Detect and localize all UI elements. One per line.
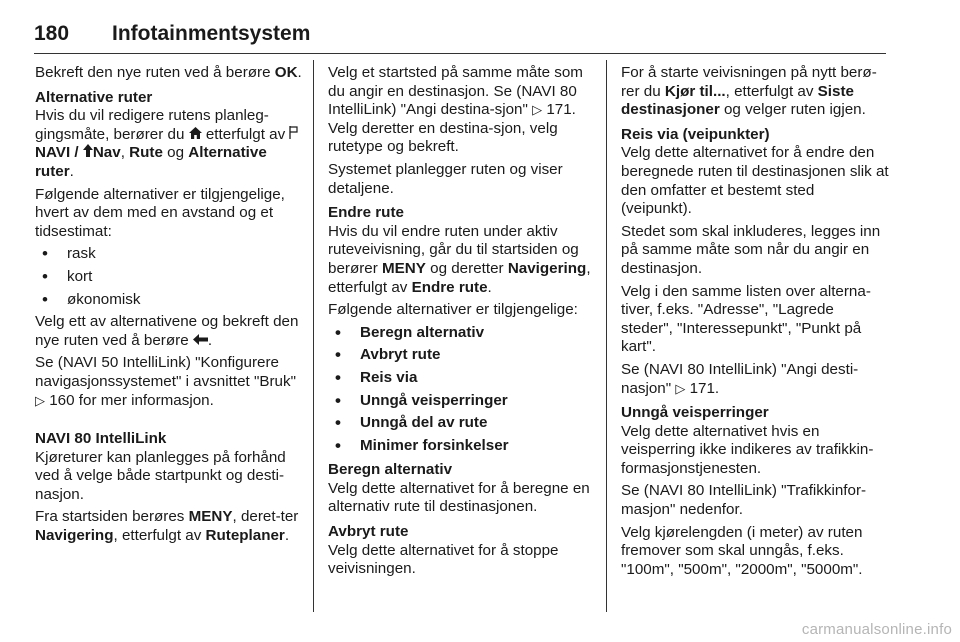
flag-icon	[289, 126, 298, 145]
page-reference-icon: ▷	[35, 392, 45, 408]
list-item: • økonomisk	[35, 291, 305, 310]
heading-endre-rute: Endre rute	[328, 204, 404, 222]
list-item: • Avbryt rute	[328, 346, 596, 365]
paragraph: Velg i den samme listen over alterna-tiver, f.eks. "Adresse", "Lagrede steder", "Interessepunkt", "Punkt på kart".	[621, 282, 871, 356]
paragraph: Bekreft den nye ruten ved å berøre OK.	[35, 64, 302, 81]
heading-reis-via: Reis via (veipunkter)	[621, 125, 770, 143]
list-item: • Minimer forsinkelser	[328, 437, 596, 456]
paragraph: Velg dette alternativet hvis en veisperring ikke indikeres av trafikkin-formasjonstjenesten.	[621, 422, 874, 477]
page-title: Infotainmentsystem	[112, 22, 311, 45]
paragraph: Stedet som skal inkluderes, legges inn på samme måte som når du angir en destinasjon.	[621, 222, 881, 277]
heading-navi80: NAVI 80 IntelliLink	[35, 430, 167, 448]
paragraph: Hvis du vil endre ruten under aktiv ruteveivisning, går du til startsiden og berører MENY og deretter Navigering, etterfulgt av Endre rute.	[328, 222, 591, 296]
paragraph: Hvis du vil redigere rutens planleg-gingsmåte, berører du etterfulgt av NAVI / Nav, Rute og Alternative ruter.	[35, 107, 305, 181]
column-1	[35, 64, 305, 550]
heading-avbryt-rute: Avbryt rute	[328, 523, 409, 541]
column-divider-2	[606, 60, 607, 612]
header-rule	[34, 53, 886, 54]
list-item: • Beregn alternativ	[328, 324, 596, 343]
page-reference-icon: ▷	[532, 102, 543, 118]
home-icon	[189, 126, 202, 145]
page-header	[34, 22, 886, 52]
back-arrow-icon	[193, 332, 208, 351]
paragraph: Velg ett av alternativene og bekreft den nye ruten ved å berøre .	[35, 313, 299, 349]
paragraph: Følgende alternativer er tilgjengelige:	[328, 301, 578, 319]
page-reference-icon: ▷	[675, 380, 686, 396]
column-3	[621, 64, 889, 583]
heading-alternative-ruter: Alternative ruter	[35, 88, 153, 106]
list-item: • Unngå veisperringer	[328, 392, 596, 411]
column-divider-1	[313, 60, 314, 612]
paragraph: Se (NAVI 50 IntelliLink) "Konfigurere navigasjonssystemet" i avsnittet "Bruk" ▷ 160 for mer informasjon.	[35, 354, 296, 409]
paragraph: Systemet planlegger ruten og viser detaljene.	[328, 160, 563, 197]
paragraph: Fra startsiden berøres MENY, deret-ter Navigering, etterfulgt av Ruteplaner.	[35, 508, 299, 545]
page-number: 180	[34, 22, 70, 45]
paragraph: Se (NAVI 80 IntelliLink) "Trafikkinfor-masjon" nedenfor.	[621, 482, 867, 519]
list-item: • Unngå del av rute	[328, 414, 596, 433]
paragraph: Velg kjørelengden (i meter) av ruten fremover som skal unngås, f.eks. "100m", "500m", "2000m", "5000m".	[621, 523, 863, 578]
paragraph: Velg dette alternativet for å endre den beregnede ruten til destinasjonen slik at den omfatter et bestemt sted (veipunkt).	[621, 144, 889, 218]
list-item: • rask	[35, 245, 305, 264]
paragraph: Velg dette alternativet for å stoppe veivisningen.	[328, 541, 559, 578]
paragraph: Velg et startsted på samme måte som du angir en destinasjon. Se (NAVI 80 IntelliLink) "Angi destina-sjon" ▷ 171. Velg deretter en destina-sjon, velg rutetype og bekreft.	[328, 64, 583, 156]
bullet-list	[35, 245, 305, 309]
list-item: • kort	[35, 268, 305, 287]
paragraph: Kjøreturer kan planlegges på forhånd ved å velge både startpunkt og desti-nasjon.	[35, 448, 286, 503]
paragraph: Følgende alternativer er tilgjengelige, hvert av dem med en avstand og et tidsestimat:	[35, 185, 285, 240]
bullet-list	[328, 324, 596, 456]
heading-beregn-alternativ: Beregn alternativ	[328, 461, 453, 479]
navigation-arrow-icon	[83, 144, 93, 163]
paragraph: Se (NAVI 80 IntelliLink) "Angi desti-nasjon" ▷ 171.	[621, 360, 859, 397]
paragraph: Velg dette alternativet for å beregne en alternativ rute til destinasjonen.	[328, 479, 590, 516]
watermark: carmanualsonline.info	[801, 621, 952, 638]
paragraph: For å starte veivisningen på nytt berø-rer du Kjør til..., etterfulgt av Siste destinasjoner og velger ruten igjen.	[621, 64, 877, 119]
column-2	[328, 64, 596, 583]
heading-unnga-veisperringer: Unngå veisperringer	[621, 404, 769, 422]
list-item: • Reis via	[328, 369, 596, 388]
